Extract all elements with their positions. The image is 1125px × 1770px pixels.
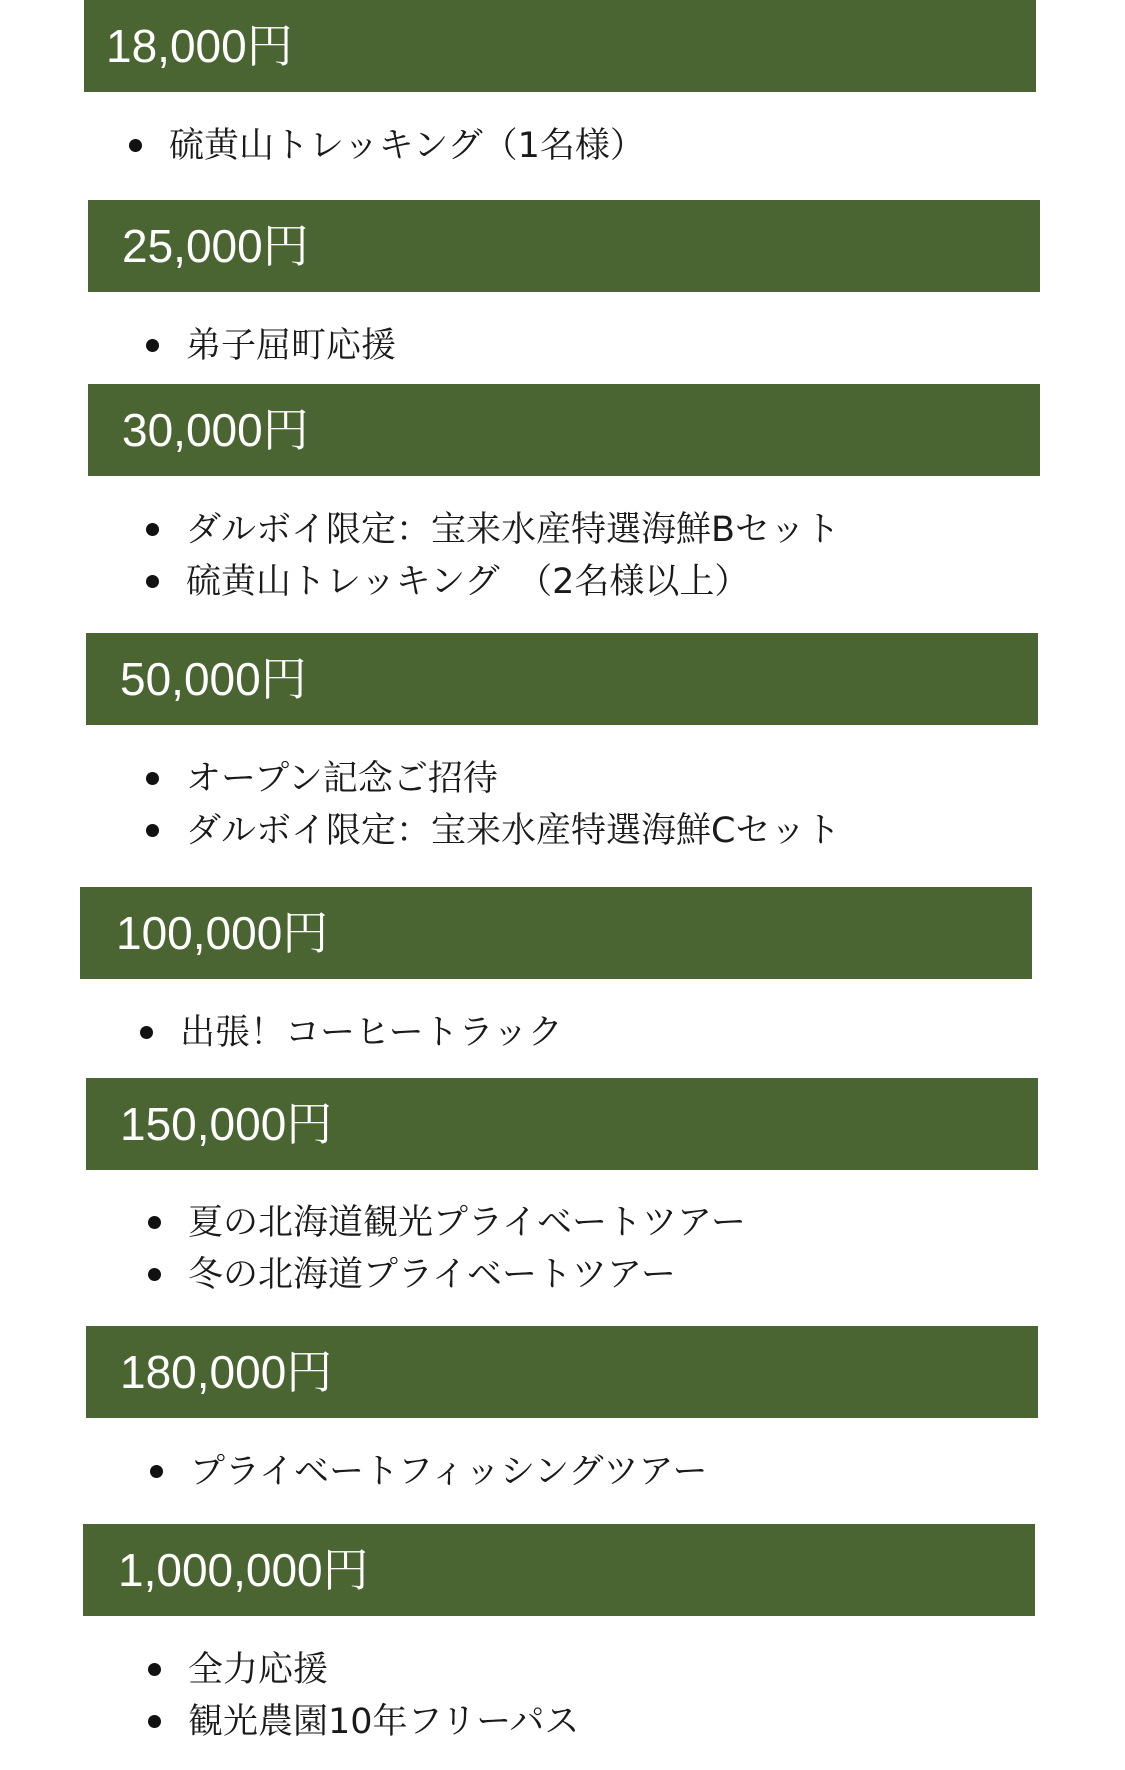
reward-list [188, 1197, 746, 1301]
list-item: 硫黄山トレッキング （2名様以上） [186, 556, 840, 608]
list-item: 観光農園10年フリーパス [188, 1696, 579, 1748]
tier-price: 25,000円 [122, 220, 309, 272]
list-item: オープン記念ご招待 [186, 753, 840, 805]
bullet-icon [148, 1663, 161, 1676]
reward-list [180, 1007, 563, 1059]
tier-header-100000 [80, 887, 1032, 979]
tier-header-25000 [88, 200, 1040, 292]
bullet-icon [148, 1268, 161, 1281]
tier-header-30000 [88, 384, 1040, 476]
reward-list [188, 1644, 579, 1748]
reward-list [186, 504, 840, 608]
bullet-icon [148, 1715, 161, 1728]
bullet-icon [146, 772, 159, 785]
bullet-icon [146, 339, 159, 352]
bullet-icon [150, 1465, 163, 1478]
reward-list [190, 1446, 707, 1498]
tier-price: 180,000円 [120, 1346, 333, 1398]
tier-header-50000 [86, 633, 1038, 725]
tier-price: 18,000円 [106, 20, 293, 72]
bullet-icon [146, 523, 159, 536]
list-item: 夏の北海道観光プライベートツアー [188, 1197, 746, 1249]
bullet-icon [146, 824, 159, 837]
bullet-icon [148, 1216, 161, 1229]
reward-list [169, 120, 645, 172]
bullet-icon [146, 575, 159, 588]
tier-price: 30,000円 [122, 404, 309, 456]
list-item: 全力応援 [188, 1644, 579, 1696]
tier-price: 100,000円 [116, 907, 329, 959]
list-item: プライベートフィッシングツアー [190, 1446, 707, 1498]
tier-price: 1,000,000円 [118, 1544, 369, 1596]
reward-list [186, 320, 396, 372]
tier-header-1000000 [83, 1524, 1035, 1616]
bullet-icon [129, 139, 142, 152]
list-item: 硫黄山トレッキング（1名様） [169, 120, 645, 172]
tier-header-150000 [86, 1078, 1038, 1170]
list-item: ダルボイ限定：宝来水産特選海鮮Cセット [186, 805, 840, 857]
tier-price: 50,000円 [120, 653, 307, 705]
list-item: 弟子屈町応援 [186, 320, 396, 372]
list-item: 冬の北海道プライベートツアー [188, 1249, 746, 1301]
list-item: ダルボイ限定：宝来水産特選海鮮Bセット [186, 504, 840, 556]
tier-header-18000 [84, 0, 1036, 92]
tier-header-180000 [86, 1326, 1038, 1418]
list-item: 出張！コーヒートラック [180, 1007, 563, 1059]
tier-price: 150,000円 [120, 1098, 333, 1150]
bullet-icon [140, 1026, 153, 1039]
reward-list [186, 753, 840, 857]
